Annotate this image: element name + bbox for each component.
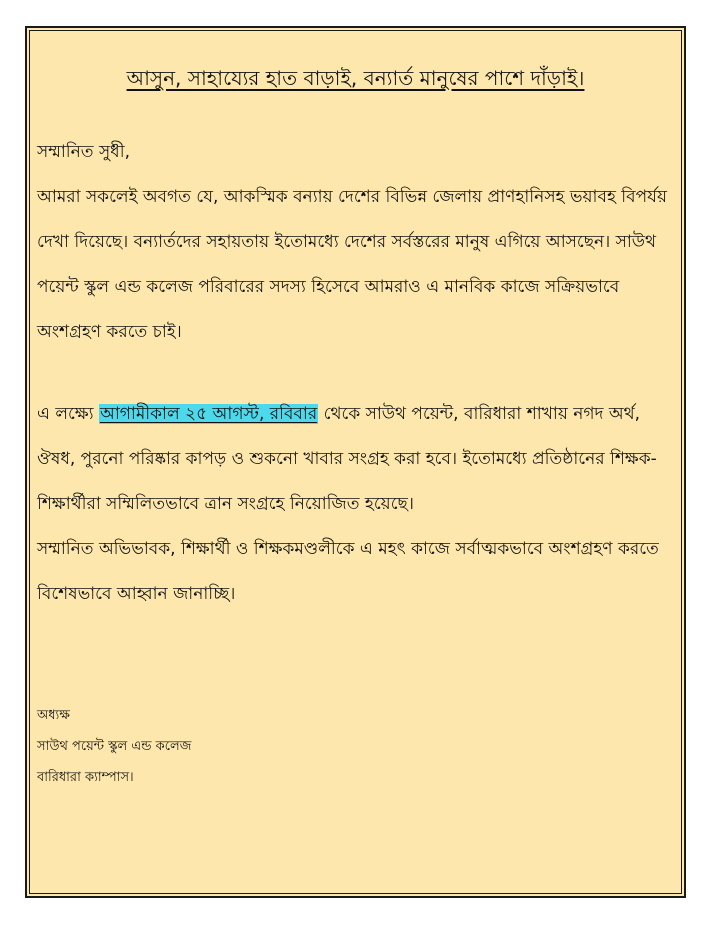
paragraph-2-suffix: থেকে সাউথ পয়েন্ট, বারিধারা শাখায় নগদ অর্থ, ঔষধ, পুরনো পরিষ্কার কাপড় ও শুকনো খাবার সংগ্রহ করা হবে। ইতোমধ্যে প্রতিষ্ঠানের শিক্ষক-শিক্ষার্থীরা সম্মিলিতভাবে ত্রান সংগ্রহে নিয়োজিত হয়েছে। (37, 404, 657, 514)
signature-role: অধ্যক্ষ (37, 708, 70, 723)
signature-campus: বারিধারা ক্যাম্পাস। (37, 770, 134, 785)
notice-body-first (37, 130, 677, 355)
signature-block (37, 700, 191, 793)
salutation: সম্মানিত সুধী, (37, 142, 130, 162)
paragraph-2 (37, 404, 657, 514)
signature-institution: সাউথ পয়েন্ট স্কুল এন্ড কলেজ (37, 739, 192, 754)
notice-body-second (37, 392, 677, 617)
notice-title (0, 64, 711, 97)
paragraph-1: আমরা সকলেই অবগত যে, আকস্মিক বন্যায় দেশের বিভিন্ন জেলায় প্রাণহানিসহ ভয়াবহ বিপর্যয় দেখা দিয়েছে। বন্যার্তদের সহায়তায় ইতোমধ্যে দেশের সর্বস্তরের মানুষ এগিয়ে আসছেন। সাউথ পয়েন্ট স্কুল এন্ড কলেজ পরিবারের সদস্য হিসেবে আমরাও এ মানবিক কাজে সক্রিয়ভাবে অংশগ্রহণ করতে চাই। (37, 187, 667, 342)
paragraph-2-prefix: এ লক্ষ্যে (37, 404, 94, 424)
notice-title-text: আসুন, সাহায্যের হাত বাড়াই, বন্যার্ত মানুষের পাশে দাঁড়াই। (126, 66, 585, 90)
paragraph-3: সম্মানিত অভিভাবক, শিক্ষার্থী ও শিক্ষকমণ্ডলীকে এ মহৎ কাজে সর্বাত্মকভাবে অংশগ্রহণ করতে বিশেষভাবে আহ্বান জানাচ্ছি। (37, 539, 659, 604)
date-highlight: আগামীকাল ২৫ আগস্ট, রবিবার (99, 404, 318, 424)
